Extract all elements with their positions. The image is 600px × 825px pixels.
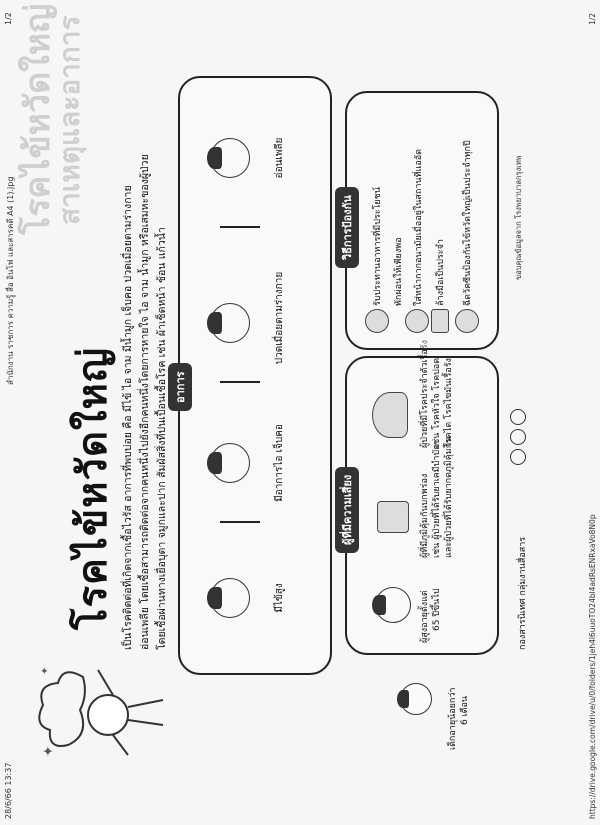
prevention-box: [341, 91, 499, 350]
intro-line-2: อ่อนเพลีย โดยเชื้อสามารถติดต่อจากคนหนึ่งไปยังอีกคนหนึ่งโดยการหายใจ ไอ จาม น้ำมูก หรือเสมหะของผู้ป่วย: [139, 154, 151, 650]
risk-group-box: [341, 339, 499, 655]
prevention-item-5: ฉีดวัคซีนป้องกันไข้หวัดใหญ่เป็นประจำทุกปี: [463, 140, 473, 306]
poster-title: โรคไข้หวัดใหญ่: [70, 347, 116, 630]
risk-chronic-line-1: ผู้ที่มีภูมิคุ้มกันบกพร่อง: [420, 473, 430, 558]
vaccine-icon: [455, 309, 479, 333]
handwash-icon: [431, 309, 449, 333]
intro-line-1: เป็นโรคติดต่อที่เกิดจากเชื้อไวรัส อาการที่พบบ่อย คือ มีไข้ ไอ จาม มีน้ำมูก เจ็บคอ ปวดเมื่อยตามร่างกาย: [122, 185, 134, 650]
symptoms-heading: อาการ: [168, 363, 192, 411]
runny-nose-face-icon: [210, 443, 250, 483]
symptom-divider-3: [220, 227, 260, 229]
risk-infant-line-1: เด็กอายุน้อยกว่า: [448, 687, 458, 750]
symptoms-box: [174, 76, 332, 675]
print-page-number-bottom: 1/2: [588, 12, 597, 25]
print-filename: สำนักงาน ราชการ ความรู้ สื่อ อินโฟ และสารคดี A4 (1).jpg: [6, 176, 15, 385]
faded-background-title: โรคไข้หวัดใหญ่: [18, 3, 58, 235]
risk-infant-line-2: 6 เดือน: [460, 695, 470, 725]
svg-text:✦: ✦: [40, 666, 51, 675]
symptom-fever: มีไข้สูง: [274, 583, 285, 613]
partner-logo-1-icon: [510, 449, 526, 465]
prevention-item-1: รับประทานอาหารที่มีประโยชน์: [373, 187, 383, 306]
publisher-credit: ขอบคุณข้อมูลจาก โรงพยาบาลกรุงเทพ: [514, 155, 523, 280]
symptom-divider-2: [220, 382, 260, 384]
risk-elderly-line-1: ผู้สูงอายุตั้งแต่: [420, 590, 430, 643]
symptom-divider-1: [220, 522, 260, 524]
partner-logo-3-icon: [510, 409, 526, 425]
print-timestamp: 28/6/66 13:37: [4, 762, 13, 819]
risk-chronic-line-3: และผู้ป่วยที่ได้รับยากดภูมิคุ้มกัน: [444, 436, 454, 558]
symptom-runny-nose: มีอาการไอ เจ็บคอ: [274, 424, 285, 502]
intro-line-3: โดยเชื้อผ่านทางเยื่อบุตา จมูกและปาก สัมผัสสิ่งที่ปนเปื้อนเชื้อโรค เช่น ผ้าเช็ดหน้า ช้อน แก้วน้ำ: [156, 227, 168, 650]
body-ache-face-icon: [210, 303, 250, 343]
chronic-disease-icon: [377, 501, 409, 533]
elderly-icon: [375, 587, 411, 623]
mascot-illustration: [28, 655, 168, 765]
prevention-item-2: พักผ่อนให้เพียงพอ: [394, 237, 404, 306]
prevention-heading: วิธีการป้องกัน: [335, 187, 359, 268]
risk-chronic-line-2: เช่น ผู้ป่วยที่ได้รับยาเคมีบำบัด: [432, 443, 442, 558]
risk-lungs-line-3: โรคไต โรคไขมันเรื้อรัง: [444, 358, 454, 448]
prevention-item-4: ล้างมือเป็นประจำ: [436, 239, 446, 306]
infant-icon: [400, 683, 432, 715]
risk-lungs-line-2: เช่น โรคหัวใจ โรคปอด: [432, 357, 442, 448]
faded-background-subtitle: สาเหตุและอาการ: [53, 15, 86, 225]
fever-face-icon: [210, 578, 250, 618]
print-page-number: 1/2: [4, 12, 13, 25]
food-icon: [365, 309, 389, 333]
risk-lungs-line-1: ผู้ป่วยที่มีโรคประจำตัวเรื้อรัง: [420, 339, 430, 448]
partner-logo-2-icon: [510, 429, 526, 445]
mask-face-icon: [405, 309, 429, 333]
fatigue-face-icon: [210, 138, 250, 178]
symptom-fatigue: อ่อนเพลีย: [274, 137, 285, 179]
symptom-body-ache: ปวดเมื่อยตามร่างกาย: [274, 271, 285, 365]
risk-elderly-line-2: 65 ปีขึ้นไป: [432, 588, 442, 631]
logos-caption: กองสารนิเทศ กลุ่มงานสื่อสาร: [518, 536, 528, 650]
print-url: https://drive.google.com/drive/u/0/folders/1jeh4l6uuoTO24bl4adRsENRxaVo8N0p: [588, 514, 597, 819]
risk-group-heading: ผู้ที่มีความเสี่ยง: [335, 467, 359, 553]
svg-text:✦: ✦: [41, 745, 57, 757]
lungs-icon: [372, 392, 408, 438]
prevention-item-3: ใส่หน้ากากอนามัยเมื่ออยู่ในสถานที่แออัด: [414, 149, 424, 306]
mascot-icon: [28, 655, 168, 765]
